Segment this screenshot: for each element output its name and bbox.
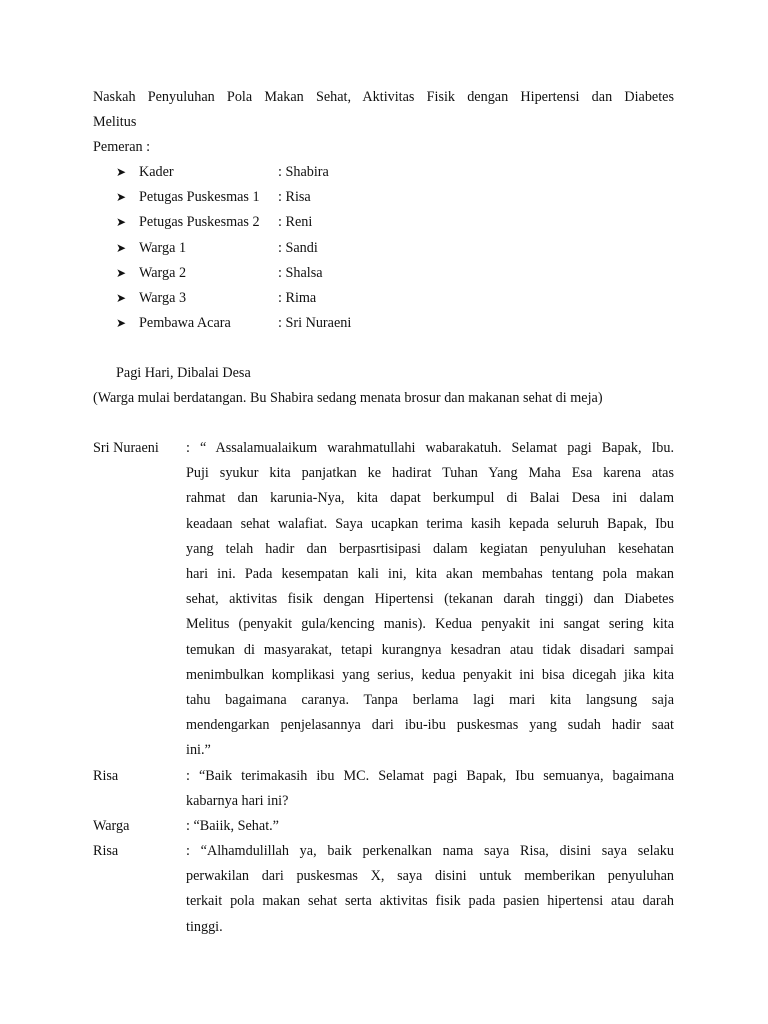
cast-label: Pemeran : [93,139,151,155]
cast-role: Pembawa Acara [139,315,231,332]
speech-line: menimbulkan komplikasi yang serius, kedua penyakit ini bisa dicegah jika kita [186,666,674,683]
speech-line: Puji syukur kita panjatkan ke hadirat Tuhan Yang Maha Esa karena atas [186,465,674,482]
cast-item [116,185,351,210]
cast-role: Warga 1 [139,239,187,256]
speaker-name: Sri Nuraeni [93,440,159,456]
speech-line: : “Alhamdulillah ya, baik perkenalkan nama saya Risa, disini saya selaku [186,843,674,859]
cast-item [116,261,351,286]
speech-text [186,839,674,940]
cast-name: : Reni [278,214,313,231]
speech-text [186,814,674,839]
speaker-name: Risa [93,843,119,859]
arrow-bullet-icon: ➤ [116,316,127,331]
cast-role: Warga 2 [139,264,187,281]
cast-name: : Sri Nuraeni [278,315,352,332]
speech-line: keadaan sehat walafiat. Saya ucapkan terima kasih kepada seluruh Bapak, Ibu [186,515,674,532]
dialogue-entry [93,436,674,764]
speech-line: yang telah hadir dan berpasrtisipasi dalam kegiatan penyuluhan kesehatan [186,540,674,557]
speech-line: : “Baik terimakasih ibu MC. Selamat pagi Bapak, Ibu semuanya, bagaimana [186,768,674,784]
cast-item [116,160,351,185]
cast-name: : Shalsa [278,264,323,281]
speech-line: kabarnya hari ini? [186,793,289,810]
document-title [93,85,674,135]
speech-line: tahu bagaimana caranya. Tanpa berlama lagi mari kita langsung saja [186,692,674,709]
scene-heading: Pagi Hari, Dibalai Desa [116,365,251,381]
title-line-2: Melitus [93,114,137,130]
speech-line: sehat, aktivitas fisik dengan Hipertensi (tekanan darah tinggi) dan Diabetes [186,591,674,608]
speech-line: rahmat dan karunia-Nya, kita dapat berkumpul di Balai Desa ini dalam [186,490,674,507]
stage-direction: (Warga mulai berdatangan. Bu Shabira sedang menata brosur dan makanan sehat di meja) [93,390,603,406]
speech-line: tinggi. [186,918,223,935]
cast-item [116,311,351,336]
cast-item [116,236,351,261]
arrow-bullet-icon: ➤ [116,165,127,179]
arrow-bullet-icon: ➤ [116,240,127,255]
dialogue-entry [93,764,674,814]
cast-name: : Rima [278,289,317,306]
speech-line: : “Baiik, Sehat.” [186,818,279,834]
arrow-bullet-icon: ➤ [116,190,127,205]
speech-line: hari ini. Pada kesempatan kali ini, kita akan membahas tentang pola makan [186,566,674,583]
dialogue-entry [93,814,674,839]
arrow-bullet-icon: ➤ [116,265,127,280]
cast-list [116,160,351,336]
cast-name: : Sandi [278,239,318,256]
speech-line: ini.” [186,742,211,759]
arrow-bullet-icon: ➤ [116,290,127,305]
arrow-bullet-icon: ➤ [116,215,127,230]
speech-line: temukan di masyarakat, tetapi kurangnya kesadran atau tidak disadari sampai [186,641,674,658]
cast-role: Petugas Puskesmas 1 [139,189,260,206]
cast-item [116,286,351,311]
speech-line: : “ Assalamualaikum warahmatullahi wabarakatuh. Selamat pagi Bapak, Ibu. [186,440,674,456]
speech-line: perwakilan dari puskesmas X, saya disini untuk memberikan penyuluhan [186,868,674,885]
cast-item [116,210,351,235]
speech-line: Melitus (penyakit gula/kencing manis). Kedua penyakit ini sangat sering kita [186,616,674,633]
speaker-name: Warga [93,818,130,834]
speech-line: terkait pola makan sehat serta aktivitas fisik pada pasien hipertensi atau darah [186,893,674,910]
speaker-name: Risa [93,768,119,784]
speech-text [186,764,674,814]
cast-role: Kader [139,164,174,180]
speech-line: mendengarkan penjelasannya dari ibu-ibu puskesmas yang sudah hadir saat [186,717,674,734]
dialogue-entry [93,839,674,940]
cast-name: : Risa [278,189,311,206]
speech-text [186,436,674,764]
cast-role: Petugas Puskesmas 2 [139,214,260,231]
cast-role: Warga 3 [139,289,187,306]
title-line-1: Naskah Penyuluhan Pola Makan Sehat, Aktivitas Fisik dengan Hipertensi dan Diabetes [93,89,674,105]
cast-name: : Shabira [278,164,329,180]
